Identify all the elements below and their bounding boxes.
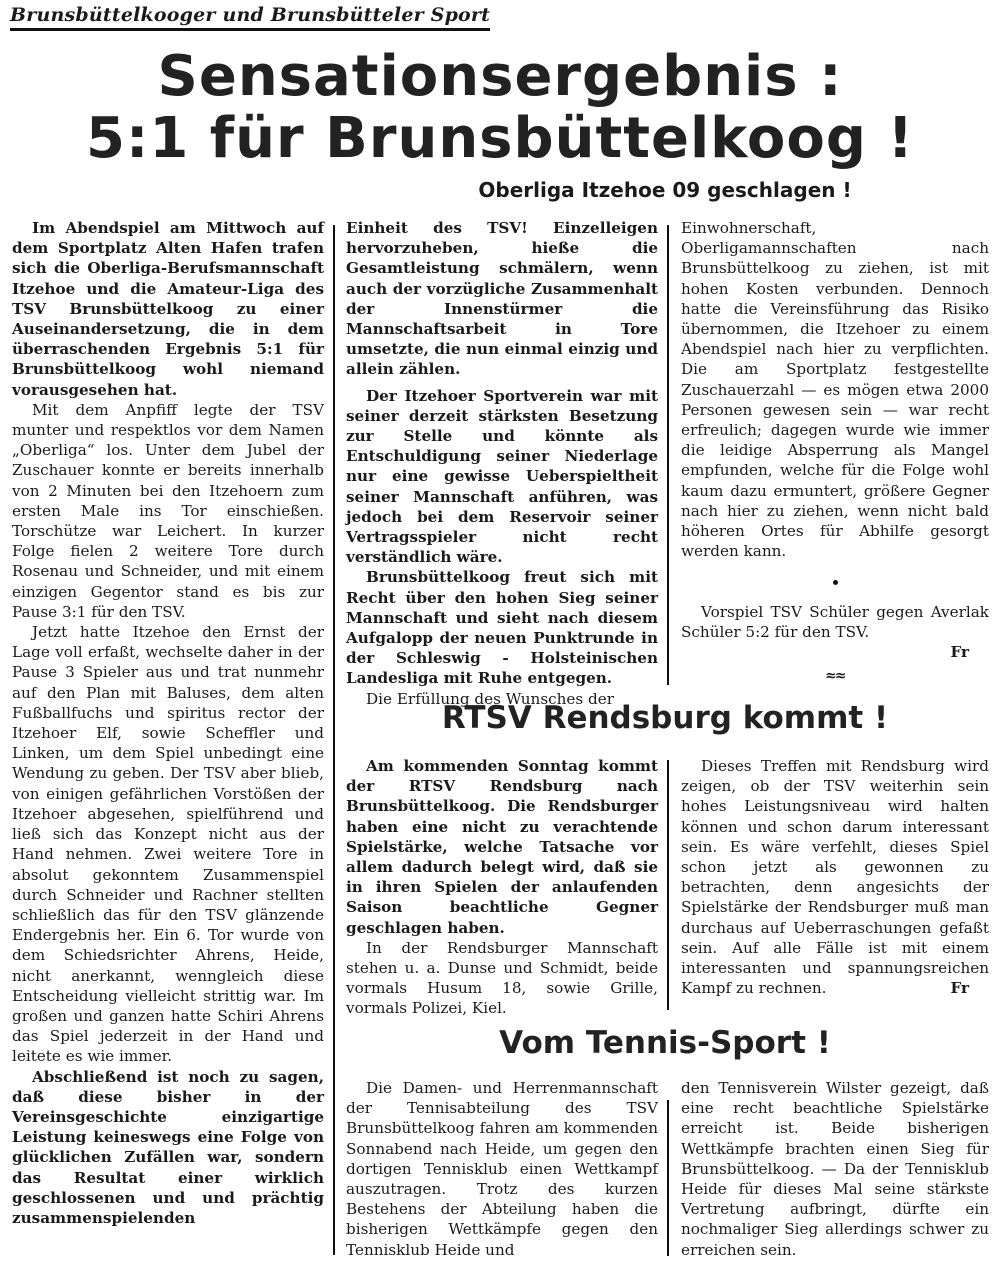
bullet-separator	[833, 580, 838, 585]
rendsburg-column-2	[681, 756, 989, 999]
rendsburg-column-1	[346, 756, 658, 1019]
rendsburg-headline: RTSV Rendsburg kommt !	[441, 700, 889, 736]
column-rule	[667, 760, 669, 1010]
paragraph: Brunsbüttelkoog freut sich mit Recht über den hohen Sieg seiner Mannschaft und sieht nach diesem Aufgalopp der neuen Punktrunde in der Schleswig - Holsteinischen Landesliga mit Ruhe entgegen.	[346, 568, 658, 688]
main-subheadline: Oberliga Itzehoe 09 geschlagen !	[478, 178, 852, 202]
paragraph: Dieses Treffen mit Rendsburg wird zeigen, ob der TSV weiterhin sein hohes Leistungsniveau wird halten können und schon darum interessant sein. Es wäre verfehlt, dieses Spiel schon jetzt als gewonnen zu betrachten, denn angesichts der Spielstärke der Rendsburger muß man durchaus auf Ueberraschungen gefaßt sein. Auf alle Fälle ist mit einem interessanten und spannungsreichen Kampf zu rechnen.	[681, 757, 989, 998]
paragraph: Jetzt hatte Itzehoe den Ernst der Lage voll erfaßt, wechselte daher in der Pause 3 Spieler aus und trat nunmehr auf den Plan mit Baluses, dem alten Fußballfuchs und spiritus rector der Itzehoer Elf, sowie Scheffler und Linken, um dem Spiel unbedingt eine Wendung zu geben. Der TSV aber blieb, von einigen gefährlichen Vorstößen der Itzehoer abgesehen, spielführend und ließ sich das Konzept nicht aus der Hand nehmen. Zwei weitere Tore in absolut gekonntem Zusammenspiel durch Schneider und Rachner stellten schließlich das für den TSV glänzende Endergebnis her. Ein 6. Tor wurde von dem Schiedsrichter Ahrens, Heide, nicht anerkannt, wenngleich diese Entscheidung vielleicht strittig war. Im großen und ganzen hatte Schiri Ahrens das Spiel jederzeit in der Hand und leitete es wie immer.	[12, 623, 324, 1066]
author-signature: Fr	[950, 979, 969, 998]
main-article-note	[681, 602, 989, 663]
main-article-column-1	[12, 218, 324, 1228]
paragraph: Im Abendspiel am Mittwoch auf dem Sportplatz Alten Hafen trafen sich die Oberliga-Berufsmannschaft Itzehoe und die Amateur-Liga des TSV Brunsbüttelkoog zu einer Auseinandersetzung, die in dem überraschenden Ergebnis 5:1 für Brunsbüttelkoog wohl niemand vorausgesehen hat.	[12, 219, 324, 399]
paragraph: Einheit des TSV! Einzelleigen hervorzuheben, hieße die Gesamtleistung schmälern, wenn auch der vorzügliche Zusammenhalt der Innenstürmer die Mannschaftsarbeit in Tore umsetzte, die nun einmal einzig und allein zählen.	[346, 219, 658, 379]
column-rule	[667, 225, 669, 685]
main-headline-line1: Sensationsergebnis :	[157, 44, 843, 109]
paragraph: Einwohnerschaft, Oberligamannschaften nach Brunsbüttelkoog zu ziehen, ist mit hohen Kosten verbunden. Dennoch hatte die Vereinsführung das Risiko übernommen, die Itzehoer zu einem Abendspiel nach hier zu verpflichten. Die am Sportplatz festgestellte Zuschauerzahl — es mögen etwa 2000 Personen gewesen sein — war recht erfreulich; dagegen wurde wie immer die leidige Absperrung als Mangel empfunden, welche für die Folge wohl kaum dazu ermuntert, größere Gegner nach hier zu ziehen, wenn nicht bald höheren Ortes für Abhilfe gesorgt werden kann.	[681, 219, 989, 561]
paragraph: Die Damen- und Herrenmannschaft der Tennisabteilung des TSV Brunsbüttelkoog fahren am kommenden Sonnabend nach Heide, um gegen den dortigen Tennisklub einen Wettkampf auszutragen. Trotz des kurzen Bestehens der Abteilung haben die bisherigen Wettkämpfe gegen den Tennisklub Heide und	[346, 1079, 658, 1259]
tennis-column-2	[681, 1078, 989, 1260]
main-article-column-2	[346, 218, 658, 709]
paragraph: Die Erfüllung des Wunsches der	[366, 689, 614, 708]
paragraph: den Tennisverein Wilster gezeigt, daß eine recht beachtliche Spielstärke erreicht ist. Beide bisherigen Wettkämpfe brachten einen Sieg für Brunsbüttelkoog. — Da der Tennisklub Heide für dieses Mal seine stärkste Vertretung aufbringt, dürfte ein nochmaliger Sieg allerdings schwer zu erreichen sein.	[681, 1079, 989, 1259]
tennis-headline: Vom Tennis-Sport !	[499, 1025, 831, 1061]
column-rule	[667, 1100, 669, 1256]
paragraph: Am kommenden Sonntag kommt der RTSV Rendsburg nach Brunsbüttelkoog. Die Rendsburger haben eine nicht zu verachtende Spielstärke, welche Tatsache vor allem dadurch belegt wird, daß sie in ihren Spielen der anlaufenden Saison beachtliche Gegner geschlagen haben.	[346, 757, 658, 937]
main-article-column-3	[681, 218, 989, 561]
column-rule	[333, 225, 335, 1255]
main-headline-line2: 5:1 für Brunsbüttelkoog !	[85, 106, 914, 171]
author-signature: Fr	[950, 643, 969, 662]
paragraph: Abschließend ist noch zu sagen, daß diese bisher in der Vereinsgeschichte einzigartige Leistung keineswegs eine Folge von glücklichen Zufällen war, sondern das Resultat einer wirklich geschlossenen und und prächtig zusammenspielenden	[12, 1067, 324, 1227]
paragraph: In der Rendsburger Mannschaft stehen u. a. Dunse und Schmidt, beide vormals Husum 18, sowie Grille, vormals Polizei, Kiel.	[346, 938, 658, 1018]
section-kicker: Brunsbüttelkooger und Brunsbütteler Sport	[10, 4, 490, 31]
paragraph: Der Itzehoer Sportverein war mit seiner derzeit stärksten Besetzung zur Stelle und könnte als Entschuldigung seiner Niederlage nur eine gewisse Ueberspieltheit seiner Mannschaft anführen, was jedoch bei dem Reservoir seiner Vertragsspieler nicht recht verständlich wäre.	[346, 386, 658, 567]
ornament-wave: ≈≈	[825, 668, 845, 684]
paragraph: Mit dem Anpfiff legte der TSV munter und respektlos vor dem Namen „Oberliga“ los. Unter dem Jubel der Zuschauer konnte er bereits innerhalb von 2 Minuten bei den Itzehoern zum ersten Male ins Tor einschießen. Torschütze war Leichert. In kurzer Folge fielen 2 weitere Tore durch Rosenau und Schneider, und mit einem einzigen Gegentor stand es bis zur Pause 3:1 für den TSV.	[12, 400, 324, 621]
tennis-column-1	[346, 1078, 658, 1260]
note-text: Vorspiel TSV Schüler gegen Averlak Schüler 5:2 für den TSV.	[681, 603, 989, 642]
